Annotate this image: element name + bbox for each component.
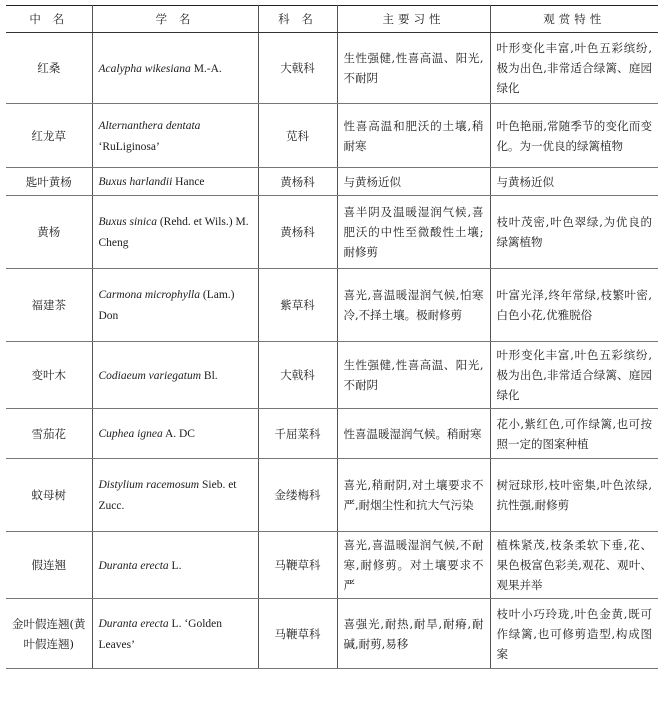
scientific-name-authority: L. (168, 559, 182, 572)
habit-cell: 性喜高温和肥沃的土壤,稍耐寒 (337, 104, 490, 168)
family-cell: 苋科 (258, 104, 337, 168)
ornamental-cell: 植株紧茂,枝条柔软下垂,花、果色极富色彩美,观花、观叶、观果并举 (490, 532, 658, 599)
scientific-name-italic: Distylium racemosum (98, 479, 200, 491)
family-cell: 千屈菜科 (258, 409, 337, 459)
scientific-name-cell (92, 104, 258, 168)
family-cell: 大戟科 (258, 342, 337, 409)
scientific-name-cell (92, 33, 258, 104)
header-scientific-name: 学 名 (92, 6, 258, 33)
scientific-name-cell (92, 599, 258, 669)
family-cell: 马鞭草科 (258, 532, 337, 599)
header-ornamental: 观赏特性 (490, 6, 658, 33)
scientific-name-italic: Cuphea ignea (98, 428, 163, 440)
scientific-name-cell (92, 269, 258, 342)
header-habit: 主要习性 (337, 6, 490, 33)
scientific-name-authority: (Rehd. et Wils.) M. Cheng (98, 216, 249, 249)
scientific-name-italic: Codiaeum variegatum (98, 369, 202, 382)
chinese-name-cell: 红桑 (6, 33, 92, 104)
habit-cell: 生性强健,性喜高温、阳光,不耐阴 (337, 33, 490, 104)
family-cell: 紫草科 (258, 269, 337, 342)
scientific-name-italic: Duranta erecta (98, 617, 169, 630)
chinese-name-cell: 匙叶黄杨 (6, 168, 92, 196)
ornamental-cell: 与黄杨近似 (490, 168, 658, 196)
table-row (6, 532, 658, 599)
scientific-name-italic: Acalypha wikesiana (98, 62, 191, 75)
hedge-plant-table (6, 5, 658, 669)
ornamental-cell: 枝叶茂密,叶色翠绿,为优良的绿篱植物 (490, 196, 658, 269)
chinese-name-cell: 福建茶 (6, 269, 92, 342)
ornamental-cell: 叶色艳丽,常随季节的变化而变化。为一优良的绿篱植物 (490, 104, 658, 168)
chinese-name-cell: 红龙草 (6, 104, 92, 168)
ornamental-cell: 叶形变化丰富,叶色五彩缤纷,极为出色,非常适合绿篱、庭园绿化 (490, 342, 658, 409)
habit-cell: 喜光,喜温暖湿润气候,怕寒冷,不择土壤。极耐修剪 (337, 269, 490, 342)
family-cell: 马鞭草科 (258, 599, 337, 669)
table-body (6, 33, 658, 669)
scientific-name-cell (92, 342, 258, 409)
table-row (6, 33, 658, 104)
scientific-name-cell (92, 409, 258, 459)
table-row (6, 196, 658, 269)
chinese-name-cell: 蚊母树 (6, 459, 92, 532)
table-row (6, 168, 658, 196)
ornamental-cell: 花小,紫红色,可作绿篱,也可按照一定的图案种植 (490, 409, 658, 459)
scientific-name-cell (92, 459, 258, 532)
table-row (6, 599, 658, 669)
habit-cell: 喜光,稍耐阴,对土壤要求不严,耐烟尘性和抗大气污染 (337, 459, 490, 532)
habit-cell: 生性强健,性喜高温、阳光,不耐阴 (337, 342, 490, 409)
table-row (6, 409, 658, 459)
scientific-name-italic: Duranta erecta (98, 559, 169, 572)
header-chinese-name: 中 名 (6, 6, 92, 33)
scientific-name-cell (92, 196, 258, 269)
scientific-name-italic: Alternanthera dentata (98, 119, 201, 132)
habit-cell: 喜光,喜温暖湿润气候,不耐寒,耐修剪。对土壤要求不严 (337, 532, 490, 599)
table-row (6, 459, 658, 532)
scientific-name-authority: M.-A. (190, 62, 222, 75)
habit-cell: 与黄杨近似 (337, 168, 490, 196)
habit-cell: 性喜温暖湿润气候。稍耐寒 (337, 409, 490, 459)
table-row (6, 104, 658, 168)
scientific-name-authority: Sieb. et Zucc. (98, 479, 237, 512)
habit-cell: 喜强光,耐热,耐旱,耐瘠,耐碱,耐剪,易移 (337, 599, 490, 669)
chinese-name-cell: 雪茄花 (6, 409, 92, 459)
scientific-name-cell (92, 532, 258, 599)
scientific-name-italic: Buxus sinica (98, 216, 157, 228)
chinese-name-cell: 金叶假连翘(黄叶假连翘) (6, 599, 92, 669)
scientific-name-authority: (Lam.) Don (98, 289, 235, 322)
ornamental-cell: 枝叶小巧玲珑,叶色金黄,既可作绿篱,也可修剪造型,构成图案 (490, 599, 658, 669)
chinese-name-cell: 变叶木 (6, 342, 92, 409)
chinese-name-cell: 假连翘 (6, 532, 92, 599)
table-row (6, 342, 658, 409)
ornamental-cell: 树冠球形,枝叶密集,叶色浓绿,抗性强,耐修剪 (490, 459, 658, 532)
header-row (6, 6, 658, 33)
table-row (6, 269, 658, 342)
scientific-name-authority: A. DC (162, 428, 195, 440)
habit-cell: 喜半阴及温暖湿润气候,喜肥沃的中性至微酸性土壤;耐修剪 (337, 196, 490, 269)
ornamental-cell: 叶富光泽,终年常绿,枝繁叶密,白色小花,优雅脱俗 (490, 269, 658, 342)
scientific-name-italic: Carmona microphylla (98, 289, 200, 301)
chinese-name-cell: 黄杨 (6, 196, 92, 269)
header-family: 科 名 (258, 6, 337, 33)
scientific-name-authority: Bl. (201, 369, 218, 382)
scientific-name-cell (92, 168, 258, 196)
family-cell: 黄杨科 (258, 196, 337, 269)
family-cell: 大戟科 (258, 33, 337, 104)
family-cell: 黄杨科 (258, 168, 337, 196)
family-cell: 金缕梅科 (258, 459, 337, 532)
table-header (6, 6, 658, 33)
scientific-name-authority: Hance (172, 176, 205, 188)
scientific-name-authority: ‘RuLiginosa’ (98, 140, 160, 153)
ornamental-cell: 叶形变化丰富,叶色五彩缤纷,极为出色,非常适合绿篱、庭园绿化 (490, 33, 658, 104)
scientific-name-authority: L. ‘Golden Leaves’ (98, 617, 223, 651)
scientific-name-italic: Buxus harlandii (98, 176, 173, 188)
